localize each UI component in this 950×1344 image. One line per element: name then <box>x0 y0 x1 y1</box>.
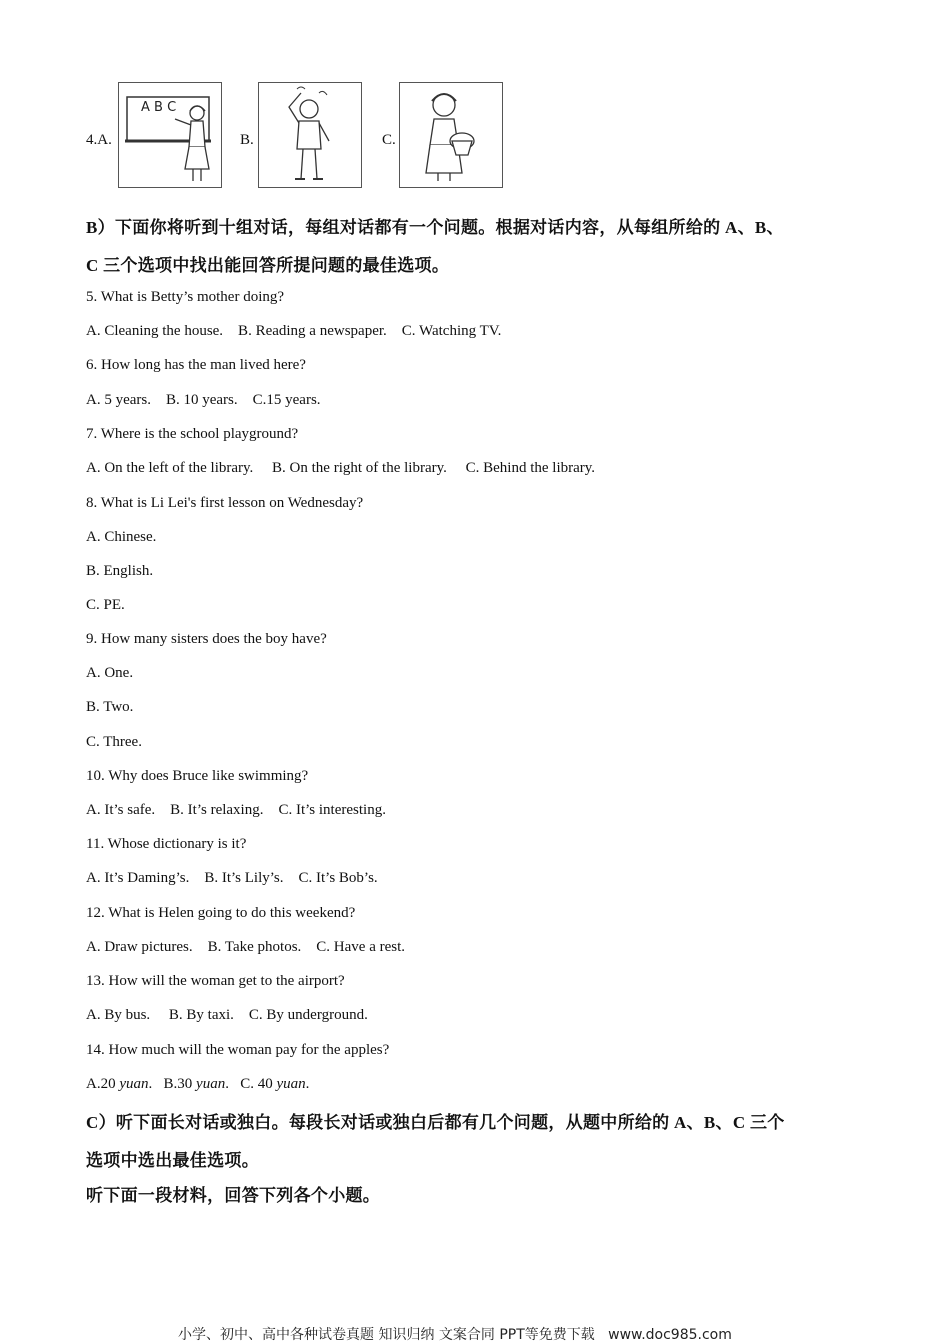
page-footer: 小学、初中、高中各种试卷真题 知识归纳 文案合同 PPT等免费下载 www.doc985.com <box>178 1327 732 1343</box>
blackboard-letters: A B C <box>141 100 177 115</box>
q14-dot-c: . <box>305 1076 310 1092</box>
q4-picture-c <box>399 82 503 188</box>
question-8-option-a: A. Chinese. <box>86 529 157 545</box>
q4-picture-b <box>258 82 362 188</box>
section-c-instruction-line-3: 听下面一段材料，回答下列各个小题。 <box>86 1186 381 1205</box>
question-5: 5. What is Betty’s mother doing? <box>86 289 285 305</box>
woman-with-basket-icon <box>400 83 502 187</box>
man-waving-icon <box>259 83 361 187</box>
question-10-options: A. It’s safe. B. It’s relaxing. C. It’s interesting. <box>86 802 386 818</box>
q14-option-b: B.30 <box>152 1076 197 1092</box>
question-14-options <box>86 1076 309 1093</box>
question-6-options: A. 5 years. B. 10 years. C.15 years. <box>86 392 321 408</box>
question-12: 12. What is Helen going to do this weekend? <box>86 905 356 921</box>
q14-option-a: A.20 <box>86 1076 120 1092</box>
question-7-options: A. On the left of the library. B. On the right of the library. C. Behind the library. <box>86 460 596 476</box>
question-14: 14. How much will the woman pay for the apples? <box>86 1042 390 1058</box>
question-8-option-c: C. PE. <box>86 597 125 613</box>
q14-option-c: C. 40 <box>228 1076 277 1092</box>
question-8-option-b: B. English. <box>86 563 154 579</box>
section-c-instruction-line-1: C）听下面长对话或独白。每段长对话或独白后都有几个问题，从题中所给的 A、B、C 三个 <box>86 1113 785 1132</box>
question-13: 13. How will the woman get to the airport? <box>86 973 345 989</box>
question-12-options: A. Draw pictures. B. Take photos. C. Have a rest. <box>86 939 406 955</box>
question-11-options: A. It’s Daming’s. B. It’s Lily’s. C. It’s Bob’s. <box>86 870 378 886</box>
question-6: 6. How long has the man lived here? <box>86 357 306 373</box>
q4-option-a-label: 4.A. <box>86 132 112 148</box>
question-9-option-b: B. Two. <box>86 699 134 715</box>
q4-picture-a <box>118 82 222 188</box>
question-4-row <box>86 80 526 190</box>
q14-unit-a: yuan <box>119 1076 149 1092</box>
question-8: 8. What is Li Lei's first lesson on Wednesday? <box>86 495 364 511</box>
question-10: 10. Why does Bruce like swimming? <box>86 768 309 784</box>
question-5-options: A. Cleaning the house. B. Reading a newspaper. C. Watching TV. <box>86 323 502 339</box>
q14-dot-b: . <box>225 1076 229 1092</box>
section-c-instruction-line-2: 选项中选出最佳选项。 <box>86 1151 259 1170</box>
q14-dot-a: . <box>148 1076 153 1092</box>
question-9-option-a: A. One. <box>86 665 134 681</box>
question-9-option-c: C. Three. <box>86 734 142 750</box>
section-b-instruction-line-2: C 三个选项中找出能回答所提问题的最佳选项。 <box>86 256 450 275</box>
question-9: 9. How many sisters does the boy have? <box>86 631 327 647</box>
section-b-instruction-line-1: B）下面你将听到十组对话，每组对话都有一个问题。根据对话内容，从每组所给的 A、B、 <box>86 218 784 237</box>
teacher-at-blackboard-icon <box>119 83 221 187</box>
q14-unit-c: yuan <box>276 1076 306 1092</box>
question-13-options: A. By bus. B. By taxi. C. By underground. <box>86 1007 368 1023</box>
question-11: 11. Whose dictionary is it? <box>86 836 247 852</box>
q4-option-c-label: C. <box>382 132 396 148</box>
q4-option-b-label: B. <box>240 132 254 148</box>
question-7: 7. Where is the school playground? <box>86 426 299 442</box>
q14-unit-b: yuan <box>196 1076 226 1092</box>
